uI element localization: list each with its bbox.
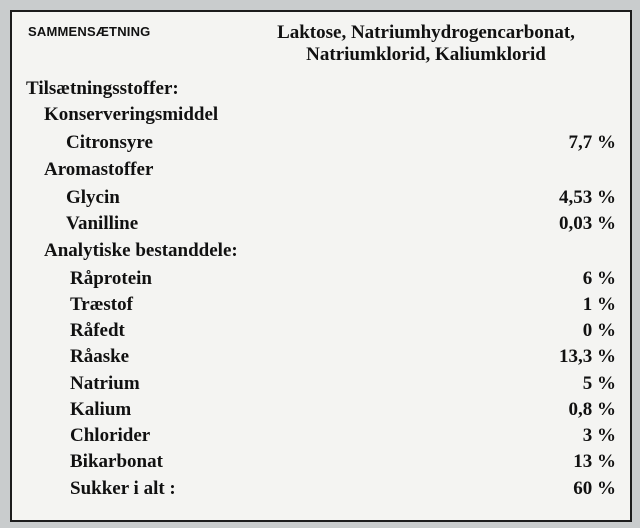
row-value: 0,03 % [559, 213, 616, 234]
analytical-heading: Analytiske bestanddele: [44, 240, 238, 261]
table-row [12, 423, 630, 449]
table-row [12, 266, 630, 292]
row-value: 60 % [573, 478, 616, 499]
row-label: Råprotein [70, 268, 152, 289]
row-label: Vanilline [66, 213, 139, 234]
composition-label: SAMMENSÆTNING [28, 24, 151, 39]
row-value: 0,8 % [568, 399, 616, 420]
row-value: 6 % [582, 268, 616, 289]
table-row [12, 397, 630, 423]
additives-heading: Tilsætningsstoffer: [26, 78, 179, 99]
ingredient-label-sheet [10, 10, 632, 522]
preservative-heading-row [12, 102, 630, 128]
table-row [12, 371, 630, 397]
table-row [12, 344, 630, 370]
composition-value [236, 22, 616, 66]
row-value: 3 % [582, 425, 616, 446]
row-label: Træstof [70, 294, 133, 315]
composition-value-line-2: Natriumklorid, Kaliumklorid [306, 44, 546, 65]
table-row [12, 318, 630, 344]
analytical-heading-row [12, 238, 630, 264]
row-value: 7,7 % [568, 132, 616, 153]
row-label: Råaske [70, 346, 130, 367]
row-value: 1 % [582, 294, 616, 315]
row-value: 4,53 % [559, 187, 616, 208]
table-row [12, 476, 630, 502]
row-value: 13,3 % [559, 346, 616, 367]
row-label: Kalium [70, 399, 132, 420]
row-label: Citronsyre [66, 132, 153, 153]
composition-value-line-1: Laktose, Natriumhydrogencarbonat, [277, 22, 575, 43]
row-value: 0 % [582, 320, 616, 341]
flavourings-heading-row [12, 157, 630, 183]
table-row [12, 185, 630, 211]
row-value: 13 % [573, 451, 616, 472]
row-label: Bikarbonat [70, 451, 163, 472]
row-value: 5 % [582, 373, 616, 394]
table-row [12, 211, 630, 237]
preservative-heading: Konserveringsmiddel [44, 104, 219, 125]
table-row [12, 449, 630, 475]
row-label: Sukker i alt : [70, 478, 176, 499]
additives-heading-row [12, 76, 630, 102]
row-label: Chlorider [70, 425, 151, 446]
row-label: Glycin [66, 187, 120, 208]
flavourings-heading: Aromastoffer [44, 159, 154, 180]
table-row [12, 292, 630, 318]
table-row [12, 130, 630, 156]
row-label: Råfedt [70, 320, 125, 341]
row-label: Natrium [70, 373, 140, 394]
